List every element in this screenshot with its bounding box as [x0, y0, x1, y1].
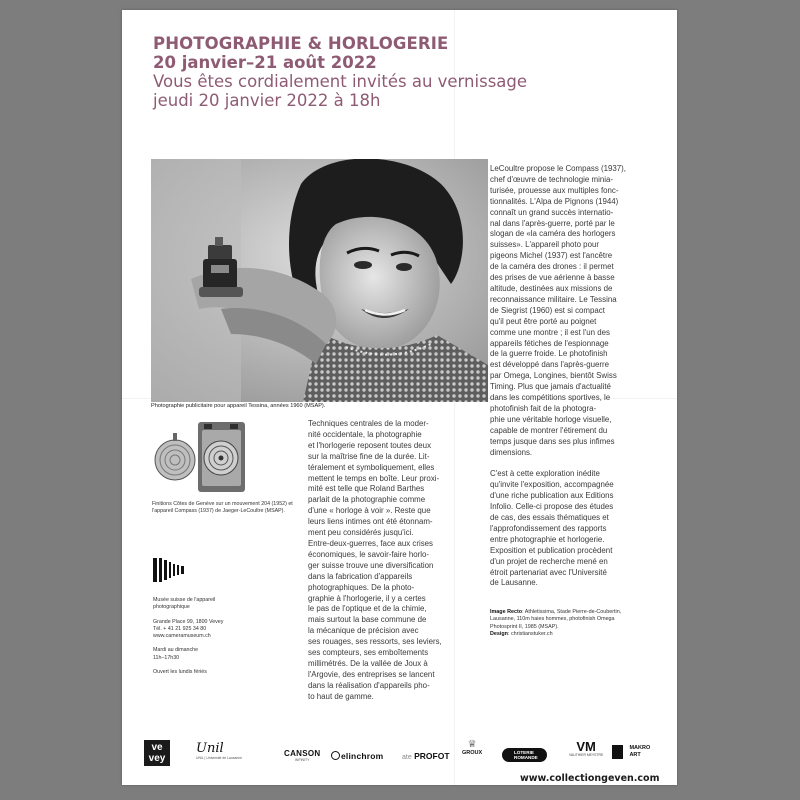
makro-art-logo: MAKRO ART: [612, 745, 650, 763]
vernissage-date: jeudi 20 janvier 2022 à 18h: [153, 91, 381, 110]
opening-hours: 11h–17h30: [153, 654, 180, 661]
loterie-romande-logo: LOTERIE ROMANDE: [502, 748, 547, 762]
intro-text-column: Techniques centrales de la moder- nité occidentale, la photographie et l'horlogerie reposent toutes deux sur la maîtrise fine de la durée. Lit- téralement et symboliquement, elles mettent le temps en boîte. Leur proxi- mité est telle que Roland Barthes parlait de la photographie comme d'une « horloge à voir ». Reste que leurs liens intimes ont été étonnam- ment peu considérés jusqu'ici. Entre-deux-guerres, face aux crises économiques, le savoir-faire horlo- ger suisse trouve une diversification dans la fabrication d'appareils photographiques. De la photo- graphie à l'horlogerie, il y a certes le pas de l'optique et de la chimie, mais surtout la base commune de la mécanique de précision avec ses rouages, ses ressorts, ses leviers, ses compteurs, ses emboîtements millimétrés. De la vallée de Joux à l'Argovie, des entreprises se lancent dans la réalisation d'appareils pho- to haut de gamme.: [308, 419, 442, 701]
museum-address: Grande Place 99, 1800 Vevey: [153, 618, 224, 625]
museum-logo-icon: [153, 556, 185, 584]
museum-info: Musée suisse de l'appareil photographique Grande Place 99, 1800 Vevey Tél. + 41 21 925 34 80 www.cameramuseum.ch Mardi au dimanche 11h–17h30 Ouvert les lundis fériés: [153, 597, 303, 676]
groux-logo: ♕ GROUX: [462, 739, 483, 756]
exhibition-paragraph: C'est à cette exploration inédite qu'invite l'exposition, accompagnée d'une riche publication aux Editions Infolio. Celle-ci propose des études de cas, des essais thématiques et l'approfondissement des rapports entre photographie et horlogerie. Exposition et publication procèdent d'un projet de recherche mené en étroit partenariat avec l'Université de Lausanne.: [490, 469, 614, 588]
history-paragraph: LeCoultre propose le Compass (1937), chef d'œuvre de technologie minia- turisée, prouesse aux multiples fonc- tionnalités. L'Alpa de Pignons (1944) connaît un grand succès internatio- nal dans l'après-guerre, porté par le slogan de «la caméra des horlogers suisses». L'appareil photo pour pigeons Michel (1937) est l'ancêtre de la caméra des drones : il permet des prises de vue aérienne à basse altitude, destinées aux missions de reconnaissance militaire. Le Tessina de Siegrist (1960) est si compact qu'il peut être porté au poignet comme une montre ; il est l'un des appareils fétiches de l'espionnage de la guerre froide. Le photofinish est développé dans l'après-guerre par Omega, Longines, bientôt Swiss Timing. Plus que jamais d'actualité dans les compétitions sportives, le photofinish fait de la photogra- phie une véritable horloge visuelle, capable de montrer l'étirement du temps jusque dans ses plus infimes dimensions.: [490, 164, 626, 457]
groux-mark-icon: ♕: [467, 739, 477, 750]
watermark-url: www.collectiongeven.com: [520, 773, 660, 784]
exhibition-title: PHOTOGRAPHIE & HORLOGERIE: [153, 34, 449, 53]
vauthier-meystre-logo: VM VAUTHIER MEYSTRE: [569, 739, 604, 757]
watch-movement-photo: [152, 419, 247, 494]
holiday-note: Ouvert les lundis fériés: [153, 669, 207, 676]
elinchrom-mark-icon: [331, 751, 340, 760]
unil-logo: Unil UNIL | Université de Lausanne: [196, 741, 242, 760]
vm-mark-icon: VM: [576, 739, 596, 754]
sponsor-logos: [144, 740, 664, 770]
header: [153, 34, 663, 110]
history-text-column: [490, 164, 662, 600]
flyer-sheet: [122, 10, 677, 785]
profot-logo: ate PROFOT: [402, 751, 450, 761]
museum-website: www.cameramuseum.ch: [153, 633, 211, 640]
elinchrom-logo: elinchrom: [331, 751, 383, 761]
canson-logo: CANSON INFINITY: [284, 749, 321, 762]
main-photo-caption: Photographie publicitaire pour appareil Tessina, années 1960 (MSAP).: [151, 403, 326, 409]
makro-mark-icon: [612, 745, 623, 759]
exhibition-dates: 20 janvier–21 août 2022: [153, 53, 377, 72]
museum-phone: Tél. + 41 21 925 34 80: [153, 625, 207, 632]
credits: Image Recto: Athletissima, Stade Pierre-de-Coubertin, Lausanne, 110m haies hommes, photofinish Omega Photosprint II, 1985 (MSAP). Design: christianstuker.ch: [490, 609, 622, 637]
small-photo-caption: Finitions Côtes de Genève sur un mouvement 204 (1952) et l'appareil Compass (1937) de Jaeger-LeCoultre (MSAP).: [152, 501, 293, 515]
opening-days: Mardi au dimanche: [153, 647, 199, 654]
vevey-logo: ve vey: [144, 740, 170, 766]
main-photo: [151, 159, 488, 402]
invitation-text: Vous êtes cordialement invités au vernissage: [153, 72, 528, 91]
